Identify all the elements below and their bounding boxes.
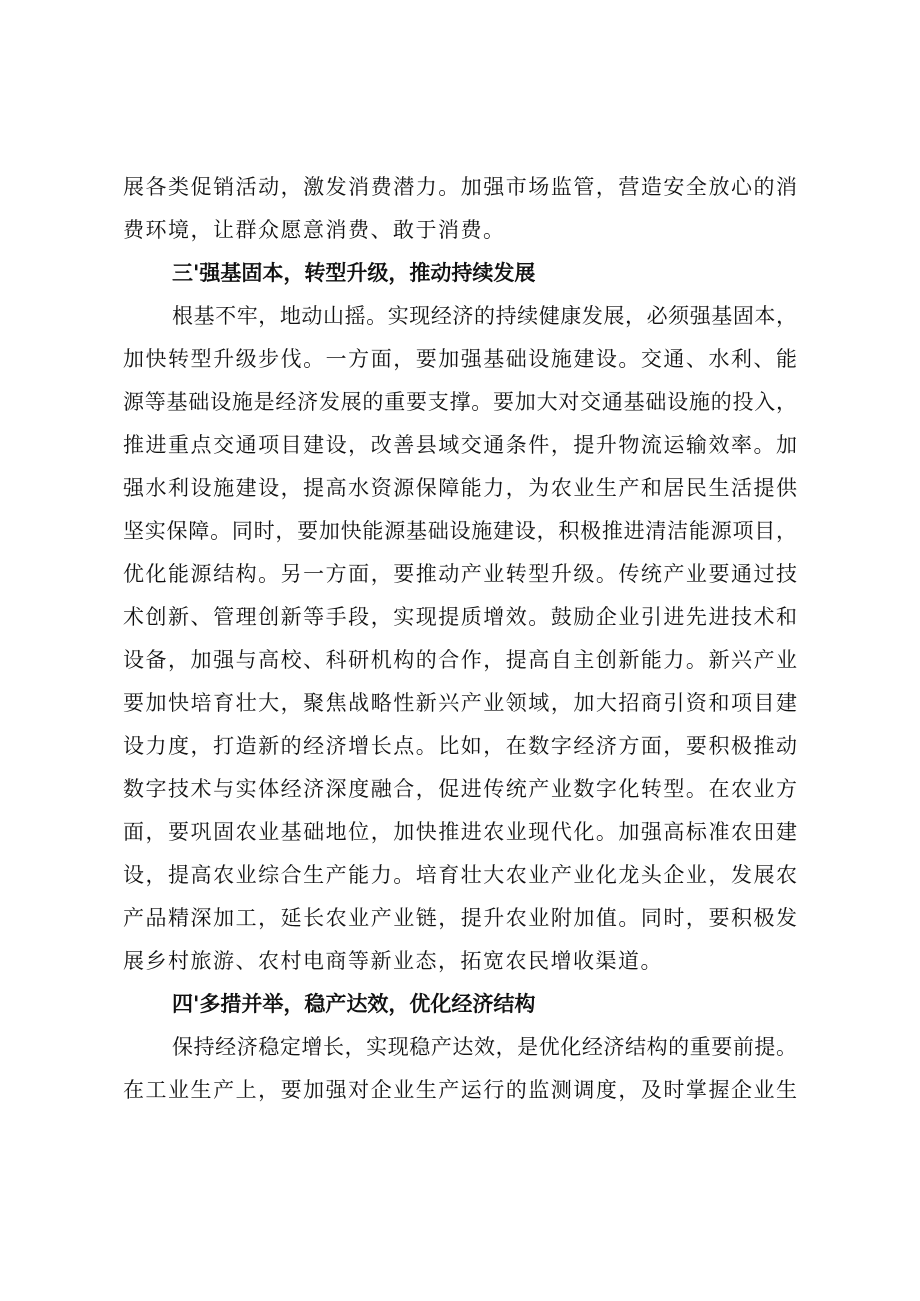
- paragraph-line: 产品精深加工，延长农业产业链，提升农业附加值。同时，要积极发: [123, 906, 797, 930]
- continued-paragraph: [123, 166, 797, 252]
- paragraph-line: 加快转型升级步伐。一方面，要加强基础设施建设。交通、水利、能: [123, 347, 797, 371]
- paragraph-line: 根基不牢，地动山摇。实现经济的持续健康发展，必须强基固本，: [172, 304, 797, 328]
- paragraph-line: 设力度，打造新的经济增长点。比如，在数字经济方面，要积极推动: [123, 734, 797, 758]
- paragraph-line: 优化能源结构。另一方面，要推动产业转型升级。传统产业要通过技: [123, 562, 797, 586]
- section-paragraph: [123, 1026, 797, 1112]
- paragraph-line: 面，要巩固农业基础地位，加快推进农业现代化。加强高标准农田建: [123, 820, 797, 844]
- paragraph-line: 术创新、管理创新等手段，实现提质增效。鼓励企业引进先进技术和: [123, 605, 797, 629]
- paragraph-line: 源等基础设施是经济发展的重要支撑。要加大对交通基础设施的投入，: [123, 390, 797, 414]
- paragraph-line: 数字技术与实体经济深度融合，促进传统产业数字化转型。在农业方: [123, 777, 797, 801]
- section-heading: 四'多措并举，稳产达效，优化经济结构: [172, 992, 536, 1016]
- paragraph-line: 坚实保障。同时，要加快能源基础设施建设，积极推进清洁能源项目，: [123, 519, 797, 543]
- paragraph-line: 展乡村旅游、农村电商等新业态，拓宽农民增收渠道。: [123, 949, 663, 973]
- document-body: [123, 166, 797, 1112]
- paragraph-line: 展各类促销活动，激发消费潜力。加强市场监管，营造安全放心的消: [123, 175, 797, 199]
- section-three: [123, 252, 797, 983]
- paragraph-line: 推进重点交通项目建设，改善县域交通条件，提升物流运输效率。加: [123, 433, 797, 457]
- section-heading: 三'强基固本，转型升级，推动持续发展: [172, 261, 536, 285]
- paragraph-line: 设备，加强与高校、科研机构的合作，提高自主创新能力。新兴产业: [123, 648, 797, 672]
- paragraph-line: 在工业生产上，要加强对企业生产运行的监测调度，及时掌握企业生: [123, 1078, 797, 1102]
- paragraph-line: 要加快培育壮大，聚焦战略性新兴产业领域，加大招商引资和项目建: [123, 691, 797, 715]
- paragraph-line: 保持经济稳定增长，实现稳产达效，是优化经济结构的重要前提。: [172, 1035, 797, 1059]
- section-paragraph: [123, 295, 797, 983]
- paragraph-line: 费环境，让群众愿意消费、敢于消费。: [123, 218, 506, 242]
- section-four: [123, 983, 797, 1112]
- paragraph-line: 强水利设施建设，提高水资源保障能力，为农业生产和居民生活提供: [123, 476, 797, 500]
- paragraph-line: 设，提高农业综合生产能力。培育壮大农业产业化龙头企业，发展农: [123, 863, 797, 887]
